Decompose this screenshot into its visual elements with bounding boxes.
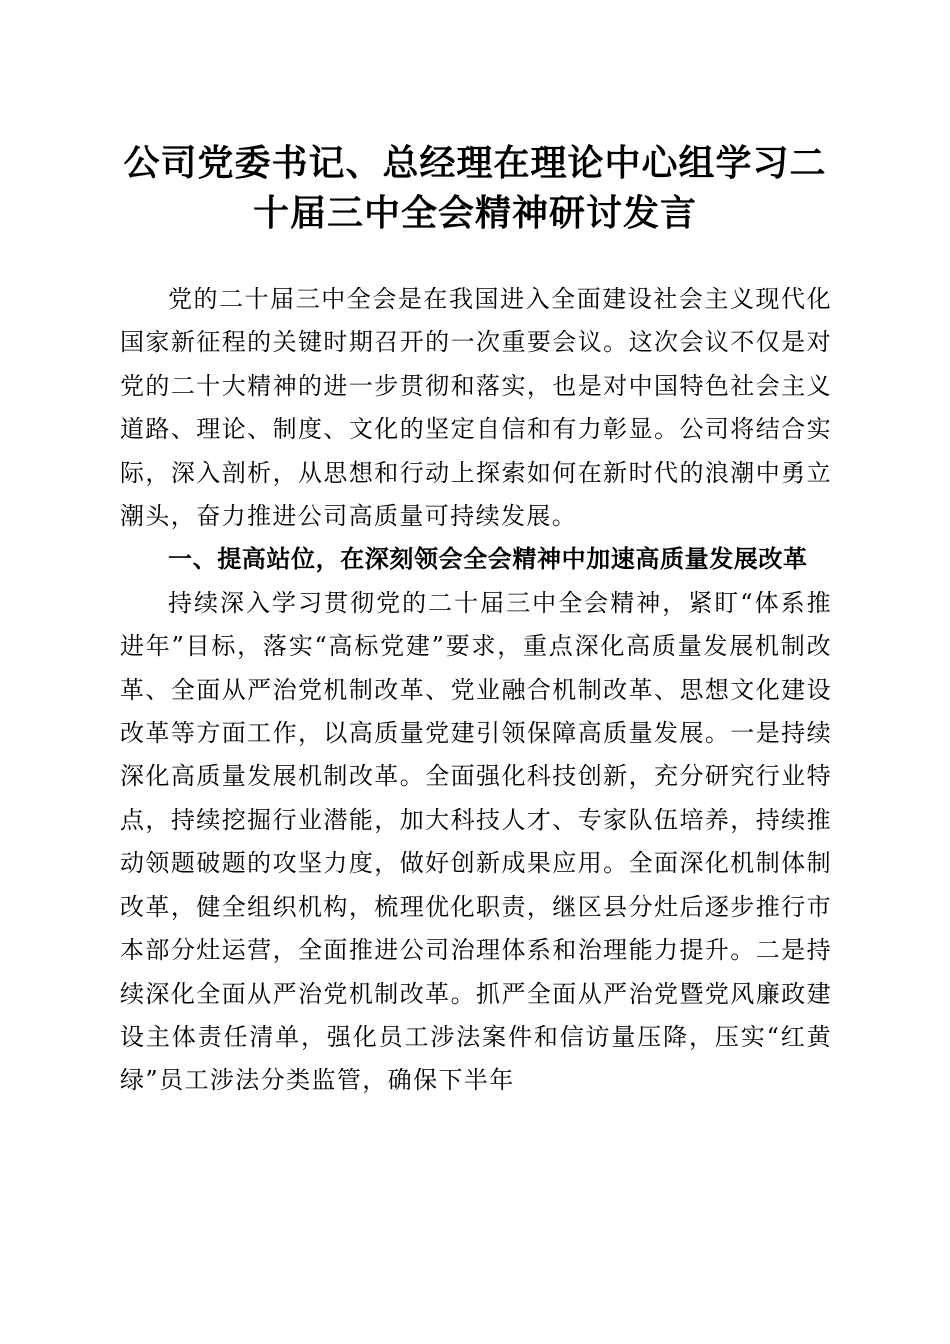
document-body (120, 278, 832, 1103)
intro-paragraph: 党的二十届三中全会是在我国进入全面建设社会主义现代化国家新征程的关键时期召开的一次重要会议。这次会议不仅是对党的二十大精神的进一步贯彻和落实，也是对中国特色社会主义道路、理论、制度、文化的坚定自信和有力彰显。公司将结合实际，深入剖析，从思想和行动上探索如何在新时代的浪潮中勇立潮头，奋力推进公司高质量可持续发展。 (120, 285, 832, 531)
document-title: 公司党委书记、总经理在理论中心组学习二十届三中全会精神研讨发言 (123, 142, 827, 234)
section-heading-1: 一、提高站位，在深刻领会全会精神中加速高质量发展改革 (168, 545, 808, 574)
section-1-paragraph: 持续深入学习贯彻党的二十届三中全会精神，紧盯“体系推进年”目标，落实“高标党建”要求，重点深化高质量发展机制改革、全面从严治党机制改革、党业融合机制改革、思想文化建设改革等方面工作，以高质量党建引领保障高质量发展。一是持续深化高质量发展机制改革。全面强化科技创新，充分研究行业特点，持续挖掘行业潜能，加大科技人才、专家队伍培养，持续推动领题破题的攻坚力度，做好创新成果应用。全面深化机制体制改革，健全组织机构，梳理优化职责，继区县分灶后逐步推行市本部分灶运营，全面推进公司治理体系和治理能力提升。二是持续深化全面从严治党机制改革。抓严全面从严治党暨党风廉政建设主体责任清单，强化员工涉法案件和信访量压降，压实“红黄绿”员工涉法分类监管，确保下半年 (120, 588, 832, 1095)
